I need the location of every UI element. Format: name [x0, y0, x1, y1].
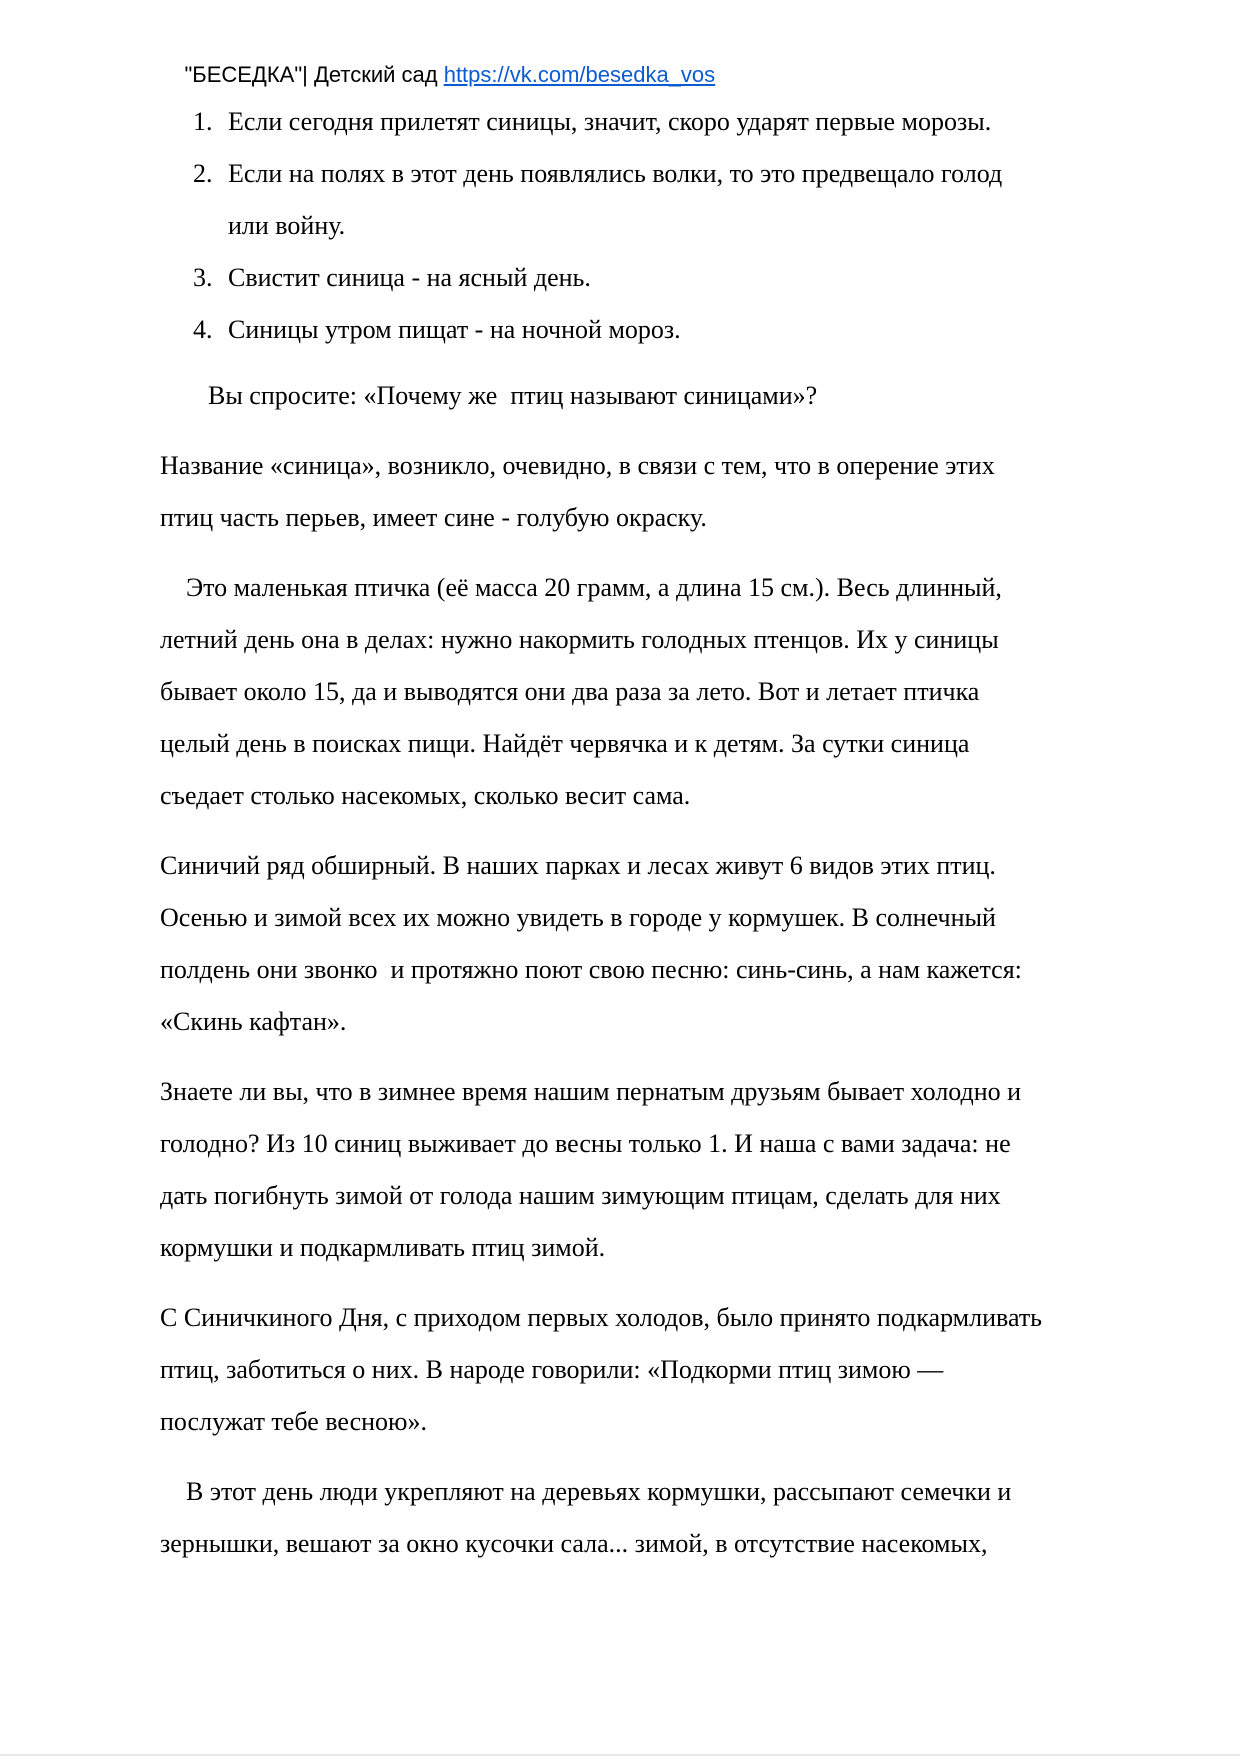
list-item-text: Если сегодня прилетят синицы, значит, скоро ударят первые морозы. [228, 107, 992, 136]
list-number: 1. [193, 107, 213, 136]
paragraph-feeders: В этот день люди укрепляют на деревьях кормушки, рассыпают семечки и зернышки, вешают за окно кусочки сала... зимой, в отсутствие насекомых, [160, 1477, 1018, 1558]
list-item-text: Если на полях в этот день появлялись волки, то это предвещало голод или войну. [228, 159, 1009, 240]
list-item [160, 96, 1048, 148]
list-number: 3. [193, 263, 213, 292]
paragraph-question: Вы спросите: «Почему же птиц называют синицами»? [208, 381, 818, 410]
paragraph-bird-description: Это маленькая птичка (её масса 20 грамм, а длина 15 см.). Весь длинный, летний день она в делах: нужно накормить голодных птенцов. Их у синицы бывает около 15, да и выводятся они два раза за лето. Вот и летает птичка целый день в поисках пищи. Найдёт червячка и к детям. За сутки синица съедает столько насекомых, сколько весит сама. [160, 573, 1009, 810]
paragraph-name-origin: Название «синица», возникло, очевидно, в связи с тем, что в оперение этих птиц часть перьев, имеет сине - голубую окраску. [160, 451, 1002, 532]
list-item-text: Свистит синица - на ясный день. [228, 263, 591, 292]
list-item [160, 148, 1048, 252]
vk-link[interactable]: https://vk.com/besedka_vos [443, 62, 716, 87]
document-body [160, 96, 1048, 1588]
list-item [160, 252, 1048, 304]
numbered-list [160, 96, 1048, 356]
list-number: 2. [193, 159, 213, 188]
paragraph-sinichkin-day: С Синичкиного Дня, с приходом первых холодов, было принято подкармливать птиц, заботиться о них. В народе говорили: «Подкорми птиц зимою — послужат тебе весною». [160, 1303, 1049, 1436]
paragraph-winter-survival: Знаете ли вы, что в зимнее время нашим пернатым друзьям бывает холодно и голодно? Из 10 синиц выживает до весны только 1. И наша с вами задача: не дать погибнуть зимой от голода нашим зимующим птицам, сделать для них кормушки и подкармливать птиц зимой. [160, 1077, 1028, 1262]
list-number: 4. [193, 315, 213, 344]
document-title: "БЕСЕДКА"| Детский сад [184, 62, 444, 87]
list-item-text: Синицы утром пищат - на ночной мороз. [228, 315, 681, 344]
list-item [160, 304, 1048, 356]
paragraph-tit-species: Синичий ряд обширный. В наших парках и лесах живут 6 видов этих птиц. Осенью и зимой всех их можно увидеть в городе у кормушек. В солнечный полдень они звонко и протяжно поют свою песню: синь-синь, а нам кажется: «Скинь кафтан». [160, 851, 1029, 1036]
